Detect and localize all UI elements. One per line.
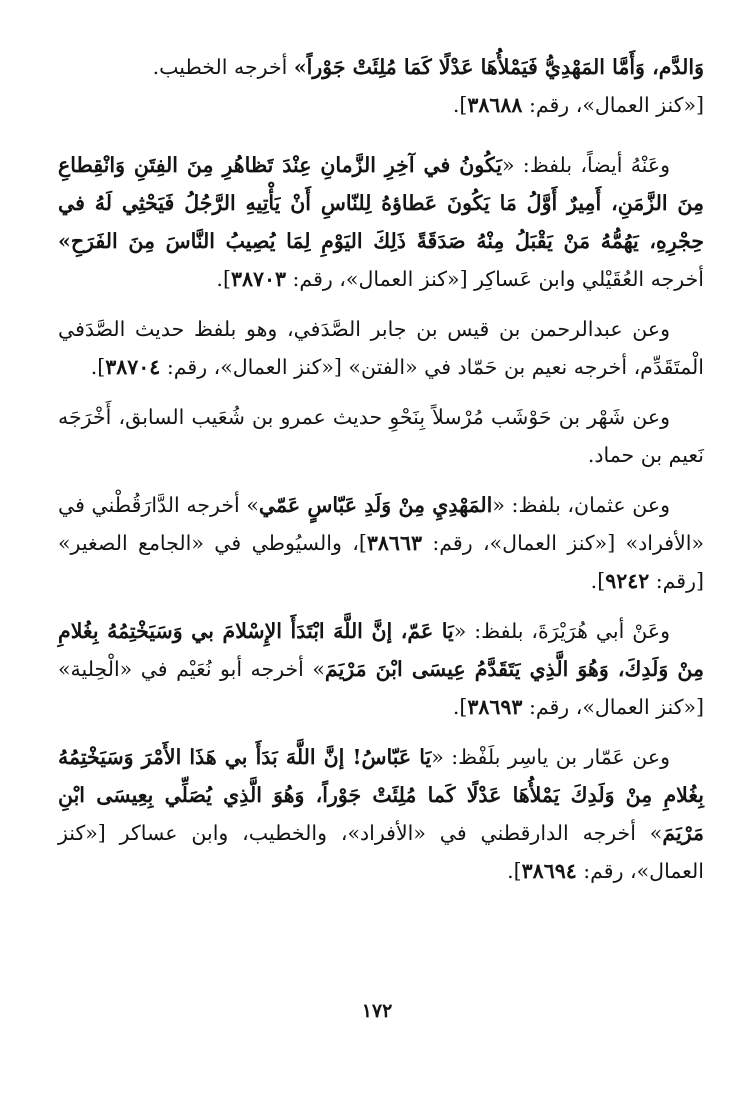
reference-close: ]. <box>90 355 106 379</box>
hadith-text: يَا عَمّ، إنَّ اللَّهَ ابْتَدَأَ الإِسْلامَ بي وَسَيَخْتِمُهُ بِغُلامِ مِنْ وَلَدِكَ، وَهُوَ الَّذِي يَتَقَدَّمُ عِيسَى ابْنَ مَرْيَمَ <box>58 619 704 681</box>
paragraph-uthman <box>58 486 704 600</box>
paragraph-khatib-tail <box>58 48 704 124</box>
reference-number: ٣٨٦٩٤ <box>521 859 577 883</box>
attribution-text: وعن شَهْر بن حَوْشَب مُرْسلاً بِنَحْوِ حديث عمرو بن شُعَيب السابق، أَخْرَجَه نَعيم بن حماد. <box>58 405 704 467</box>
paragraph-akhir-zaman <box>58 146 704 298</box>
paragraph-shahr <box>58 398 704 474</box>
attribution-text: » أخرجه الدَّارَقُطْني في «الأفراد» [«كنز العمال»، رقم: <box>58 493 704 555</box>
reference-close: ]. <box>452 93 468 117</box>
reference-close: ]. <box>590 569 606 593</box>
reference-number: ٣٨٧٠٣ <box>230 267 286 291</box>
paragraph-ammar <box>58 738 704 890</box>
attribution-text: أخرجه الخطيب. <box>152 55 294 79</box>
reference-number: ٣٨٦٦٣ <box>366 531 422 555</box>
hadith-text: يَا عَبّاسُ! إنَّ اللَّهَ بَدَأَ بي هَذَا الأَمْرَ وَسَيَخْتِمُهُ بِغُلامِ مِنْ وَلَدِكَ يَمْلأُهَا عَدْلًا كَما مُلِئَتْ جَوْراً، وَهُوَ الَّذِي يُصَلِّي بِعِيسَى ابْنِ مَرْيَمَ <box>58 745 704 845</box>
intro-text: وعن عثمان، بلفظ: « <box>492 493 670 517</box>
reference-close: ]. <box>216 267 231 291</box>
reference-number: ٣٨٦٨٨ <box>467 93 523 117</box>
attribution-text: ]، والسيُوطي في «الجامع الصغير» [رقم: <box>58 531 704 593</box>
page-body <box>58 48 704 890</box>
reference-close: ]. <box>452 695 468 719</box>
attribution-text: وعن عبدالرحمن بن قيس بن جابر الصَّدَفي، وهو بلفظ حديث الصَّدَفي الْمتَقَدِّم، أخرجه نعيم بن حَمّاد في «الفتن» [«كنز العمال»، رقم: <box>58 317 704 379</box>
reference-text: [«كنز العمال»، رقم: <box>522 93 704 117</box>
reference-number: ٣٨٧٠٤ <box>105 355 161 379</box>
hadith-text: يَكُونُ في آخِرِ الزَّمانِ عِنْدَ تَظاهُرِ مِنَ الفِتَنِ وَانْقِطاعِ مِنَ الزَّمَنِ، أَمِيرٌ أَوَّلُ مَا يَكُونَ عَطاؤهُ لِلنّاسِ أَنْ يَأْتِيهِ الرَّجُلُ فَيَحْثِي لَهُ في حِجْرِهِ، يَهُمُّهُ مَنْ يَقْبَلُ مِنْهُ صَدَقَةً ذَلِكَ اليَوْمِ لِمَا يُصِيبُ النَّاسَ مِنَ الفَرَحِ» <box>58 153 704 253</box>
intro-text: وعَنْ أبي هُرَيْرَةَ، بلفظ: « <box>453 619 670 643</box>
intro-text: وعن عَمّار بن ياسِر بلَفْظ: « <box>431 745 670 769</box>
intro-text: وعَنْهُ أيضاً، بلفظ: « <box>501 153 671 177</box>
paragraph-sadafi <box>58 310 704 386</box>
page-number: ١٧٢ <box>361 1000 393 1022</box>
attribution-text: أخرجه العُقَيْلي وابن عَساكِر [«كنز العمال»، رقم: <box>286 267 704 291</box>
attribution-text: » أخرجه الدارقطني في «الأفراد»، والخطيب، وابن عساكر [«كنز العمال»، رقم: <box>58 821 704 883</box>
paragraph-abu-hurayra <box>58 612 704 726</box>
reference-close: ]. <box>507 859 522 883</box>
reference-number: ٩٢٤٢ <box>605 569 650 593</box>
hadith-text: وَالدَّم، وَأَمَّا المَهْدِيُّ فَيَمْلأُهَا عَدْلًا كَمَا مُلِئَتْ جَوْراً» <box>293 55 704 79</box>
reference-number: ٣٨٦٩٣ <box>467 695 523 719</box>
hadith-text: المَهْدِيِ مِنْ وَلَدِ عَبّاسٍ عَمّي <box>258 493 493 517</box>
attribution-text: » أخرجه أبو نُعَيْم في «الْحِلية» [«كنز العمال»، رقم: <box>58 657 704 719</box>
